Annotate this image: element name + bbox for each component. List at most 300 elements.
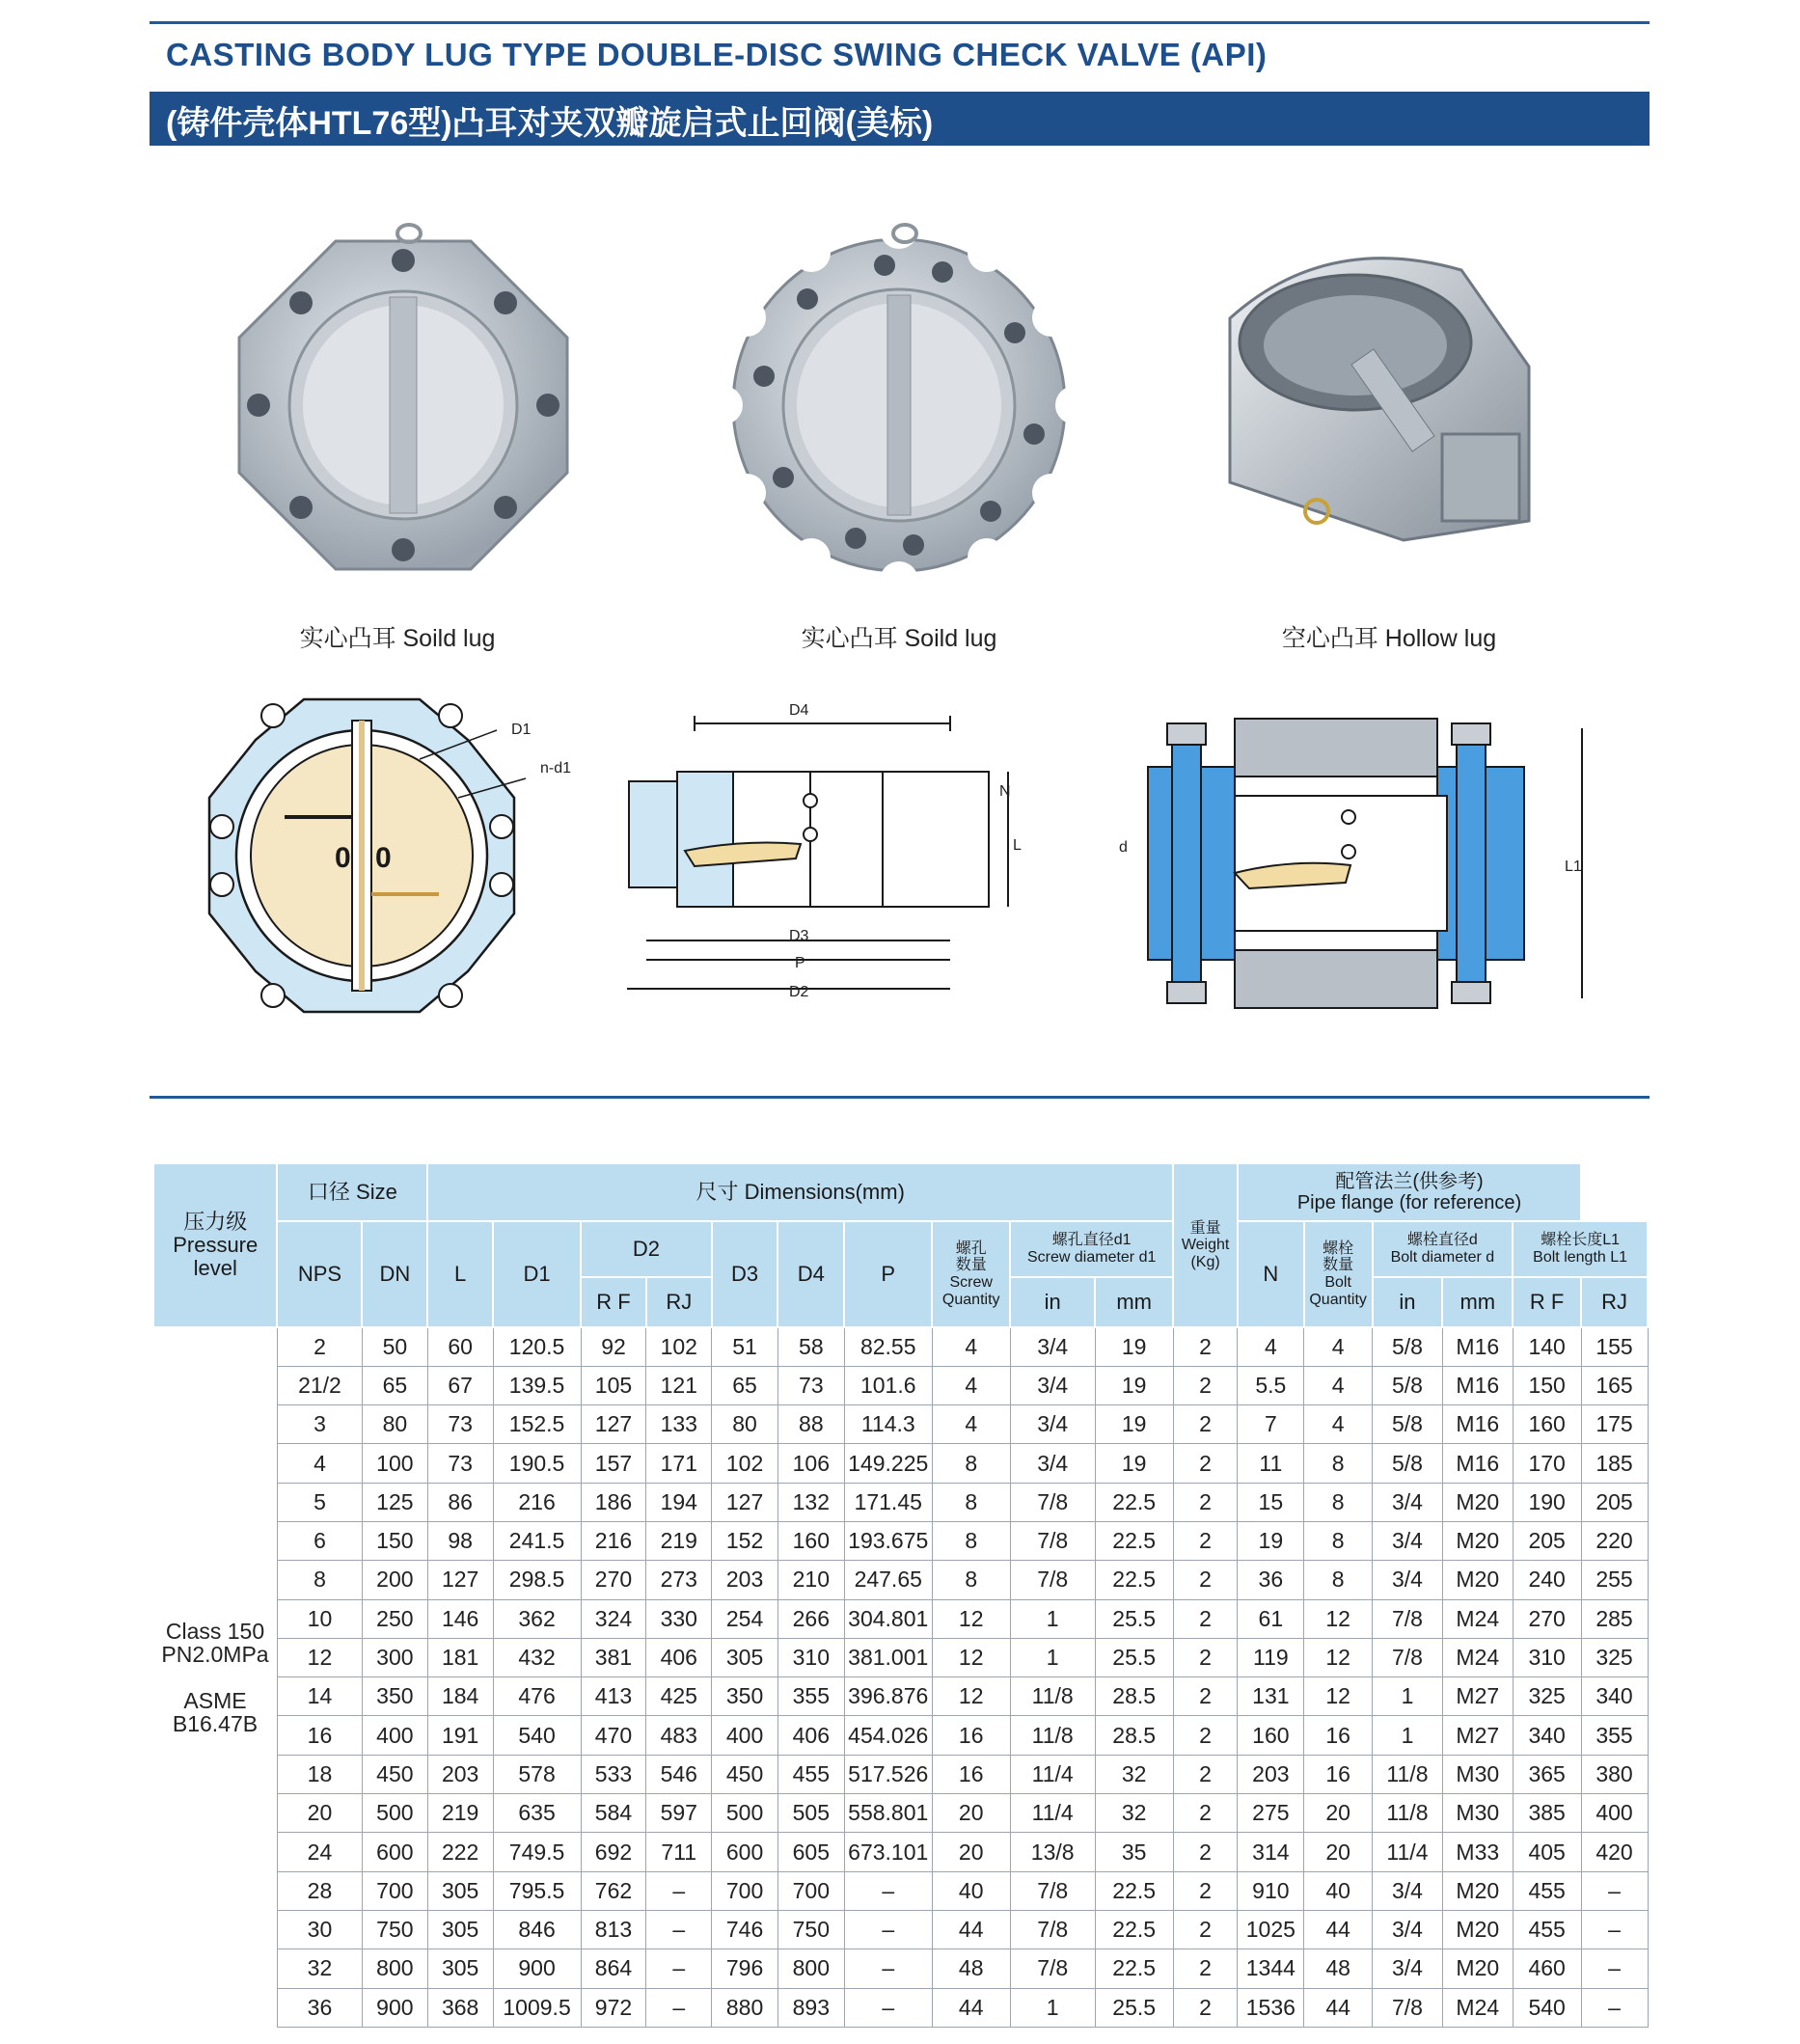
table-cell: 600	[362, 1833, 427, 1871]
label-l1: L1	[1565, 858, 1582, 875]
page-subtitle: (铸件壳体HTL76型)凸耳对夹双瓣旋启式止回阀(美标)	[166, 105, 934, 142]
table-cell: M16	[1442, 1444, 1513, 1483]
table-cell: 2	[1173, 1327, 1238, 1366]
table-cell: 2	[1173, 1599, 1238, 1638]
table-cell: 266	[777, 1599, 844, 1638]
table-cell: –	[1581, 1988, 1648, 2027]
table-cell: 10	[277, 1599, 362, 1638]
table-cell: 900	[362, 1988, 427, 2027]
table-cell: 305	[427, 1871, 493, 1910]
table-cell: 121	[646, 1366, 712, 1404]
table-cell: 15	[1238, 1483, 1304, 1521]
table-cell: 3/4	[1373, 1521, 1443, 1560]
table-row	[153, 1988, 1648, 2027]
table-cell: 517.526	[844, 1755, 932, 1793]
table-cell: 24	[277, 1833, 362, 1871]
table-cell: 146	[427, 1599, 493, 1638]
photo-hollow-lug	[1211, 232, 1577, 559]
table-cell: 12	[932, 1599, 1010, 1638]
th-dimensions: 尺寸 Dimensions(mm)	[427, 1163, 1173, 1221]
table-cell: 1	[1010, 1599, 1095, 1638]
table-cell: 584	[581, 1794, 646, 1833]
table-cell: 350	[712, 1677, 778, 1716]
table-cell: 2	[1173, 1833, 1238, 1871]
table-cell: 125	[362, 1483, 427, 1521]
table-cell: 12	[1304, 1599, 1373, 1638]
table-cell: 5	[277, 1483, 362, 1521]
table-cell: 210	[777, 1561, 844, 1599]
table-cell: 36	[277, 1988, 362, 2027]
table-cell: 120.5	[493, 1327, 581, 1366]
table-cell: –	[844, 1871, 932, 1910]
table-row	[153, 1833, 1648, 1871]
table-cell: 186	[581, 1483, 646, 1521]
table-cell: 578	[493, 1755, 581, 1793]
table-cell: 11/8	[1010, 1716, 1095, 1755]
table-cell: M30	[1442, 1755, 1513, 1793]
table-cell: 32	[1095, 1755, 1173, 1793]
photo-caption-1: 实心凸耳 Soild lug	[299, 625, 496, 652]
table-cell: 11	[1238, 1444, 1304, 1483]
th-bolt-in: in	[1373, 1277, 1443, 1327]
table-cell: 8	[1304, 1444, 1373, 1483]
table-cell: –	[646, 1910, 712, 1949]
table-cell: 80	[712, 1405, 778, 1444]
table-cell: 762	[581, 1871, 646, 1910]
table-cell: 181	[427, 1638, 493, 1676]
table-cell: 13/8	[1010, 1833, 1095, 1871]
table-cell: 476	[493, 1677, 581, 1716]
table-cell: 381	[581, 1638, 646, 1676]
table-cell: 7/8	[1010, 1561, 1095, 1599]
table-cell: 298.5	[493, 1561, 581, 1599]
table-cell: 19	[1238, 1521, 1304, 1560]
table-cell: 362	[493, 1599, 581, 1638]
th-d2-rf: R F	[581, 1277, 646, 1327]
table-cell: 546	[646, 1755, 712, 1793]
table-cell: 711	[646, 1833, 712, 1871]
table-cell: 692	[581, 1833, 646, 1871]
table-cell: 605	[777, 1833, 844, 1871]
table-cell: 155	[1581, 1327, 1648, 1366]
table-cell: 846	[493, 1910, 581, 1949]
table-cell: 254	[712, 1599, 778, 1638]
table-cell: 36	[1238, 1561, 1304, 1599]
table-cell: 7/8	[1010, 1483, 1095, 1521]
table-cell: 219	[427, 1794, 493, 1833]
table-cell: 1025	[1238, 1910, 1304, 1949]
table-cell: 381.001	[844, 1638, 932, 1676]
table-row	[153, 1677, 1648, 1716]
table-cell: 310	[777, 1638, 844, 1676]
table-cell: 2	[277, 1327, 362, 1366]
th-dn: DN	[362, 1221, 427, 1327]
table-cell: 8	[277, 1561, 362, 1599]
table-cell: 40	[932, 1871, 1010, 1910]
table-cell: 450	[712, 1755, 778, 1793]
table-cell: 505	[777, 1794, 844, 1833]
table-cell: 32	[277, 1949, 362, 1988]
table-row	[153, 1483, 1648, 1521]
label-p: P	[795, 955, 805, 971]
table-cell: 11/8	[1373, 1794, 1443, 1833]
table-cell: 432	[493, 1638, 581, 1676]
table-row	[153, 1327, 1648, 1366]
pressure-level-cell: Class 150 PN2.0MPa ASME B16.47B	[153, 1327, 277, 2027]
table-cell: 157	[581, 1444, 646, 1483]
table-cell: 219	[646, 1521, 712, 1560]
table-cell: 25.5	[1095, 1638, 1173, 1676]
table-cell: 20	[1304, 1794, 1373, 1833]
table-cell: 813	[581, 1910, 646, 1949]
table-cell: 7/8	[1010, 1949, 1095, 1988]
table-cell: 7/8	[1010, 1871, 1095, 1910]
table-cell: 750	[777, 1910, 844, 1949]
table-cell: M33	[1442, 1833, 1513, 1871]
th-d3: D3	[712, 1221, 778, 1327]
table-cell: M27	[1442, 1716, 1513, 1755]
table-cell: 16	[277, 1716, 362, 1755]
table-cell: M16	[1442, 1327, 1513, 1366]
th-d4: D4	[777, 1221, 844, 1327]
table-cell: 216	[581, 1521, 646, 1560]
table-cell: 270	[1513, 1599, 1581, 1638]
table-cell: 20	[932, 1794, 1010, 1833]
table-cell: 3/4	[1373, 1483, 1443, 1521]
table-cell: 150	[1513, 1366, 1581, 1404]
table-cell: 304.801	[844, 1599, 932, 1638]
table-cell: 6	[277, 1521, 362, 1560]
table-cell: 972	[581, 1988, 646, 2027]
table-cell: 2	[1173, 1871, 1238, 1910]
table-cell: 152	[712, 1521, 778, 1560]
table-cell: 21/2	[277, 1366, 362, 1404]
table-cell: 425	[646, 1677, 712, 1716]
table-cell: 73	[427, 1405, 493, 1444]
section-divider	[150, 1096, 1650, 1099]
table-cell: 194	[646, 1483, 712, 1521]
table-cell: 22.5	[1095, 1521, 1173, 1560]
table-cell: 3/4	[1010, 1327, 1095, 1366]
table-cell: 5.5	[1238, 1366, 1304, 1404]
table-cell: 205	[1513, 1521, 1581, 1560]
table-cell: 73	[427, 1444, 493, 1483]
table-cell: 131	[1238, 1677, 1304, 1716]
table-cell: 20	[277, 1794, 362, 1833]
table-cell: 8	[1304, 1521, 1373, 1560]
table-cell: –	[1581, 1949, 1648, 1988]
th-screw-mm: mm	[1095, 1277, 1173, 1327]
th-bolt-len: 螺栓长度L1 Bolt length L1	[1513, 1221, 1648, 1277]
table-cell: 910	[1238, 1871, 1304, 1910]
table-cell: 350	[362, 1677, 427, 1716]
table-cell: 673.101	[844, 1833, 932, 1871]
th-len-rj: RJ	[1581, 1277, 1648, 1327]
table-cell: 40	[1304, 1871, 1373, 1910]
table-cell: 191	[427, 1716, 493, 1755]
table-cell: 540	[1513, 1988, 1581, 2027]
th-weight: 重量 Weight (Kg)	[1173, 1163, 1238, 1327]
table-cell: 355	[777, 1677, 844, 1716]
table-cell: 175	[1581, 1405, 1648, 1444]
drawing-front-view	[198, 690, 545, 1022]
svg-text:0: 0	[335, 842, 351, 874]
label-d1: D1	[511, 722, 532, 738]
table-cell: –	[1581, 1871, 1648, 1910]
th-bolt-dia: 螺栓直径d Bolt diameter d	[1373, 1221, 1514, 1277]
table-cell: 140	[1513, 1327, 1581, 1366]
table-cell: 700	[712, 1871, 778, 1910]
th-pressure: 压力级 Pressure level	[153, 1163, 277, 1327]
table-cell: 2	[1173, 1561, 1238, 1599]
table-cell: 325	[1581, 1638, 1648, 1676]
table-cell: 82.55	[844, 1327, 932, 1366]
table-cell: 864	[581, 1949, 646, 1988]
table-cell: 324	[581, 1599, 646, 1638]
table-cell: 11/8	[1373, 1755, 1443, 1793]
table-cell: 800	[777, 1949, 844, 1988]
table-cell: 368	[427, 1988, 493, 2027]
drawing-assembly	[1129, 709, 1611, 1018]
table-cell: 44	[932, 1988, 1010, 2027]
table-cell: M20	[1442, 1483, 1513, 1521]
table-cell: 1	[1010, 1638, 1095, 1676]
spec-table	[152, 1162, 1649, 2028]
table-cell: 4	[932, 1405, 1010, 1444]
table-cell: 18	[277, 1755, 362, 1793]
table-cell: 1	[1373, 1677, 1443, 1716]
table-cell: –	[1581, 1910, 1648, 1949]
table-cell: 2	[1173, 1988, 1238, 2027]
table-cell: 73	[777, 1366, 844, 1404]
table-cell: 50	[362, 1327, 427, 1366]
table-cell: 273	[646, 1561, 712, 1599]
table-cell: 4	[1304, 1405, 1373, 1444]
table-cell: 396.876	[844, 1677, 932, 1716]
table-cell: 149.225	[844, 1444, 932, 1483]
table-cell: M20	[1442, 1871, 1513, 1910]
table-cell: 483	[646, 1716, 712, 1755]
table-cell: 455	[1513, 1910, 1581, 1949]
table-cell: 365	[1513, 1755, 1581, 1793]
table-cell: M20	[1442, 1910, 1513, 1949]
table-cell: 500	[712, 1794, 778, 1833]
table-cell: 98	[427, 1521, 493, 1560]
table-cell: 400	[712, 1716, 778, 1755]
table-cell: 533	[581, 1755, 646, 1793]
svg-text:0: 0	[375, 842, 392, 874]
table-cell: 100	[362, 1444, 427, 1483]
top-rule	[150, 21, 1650, 24]
table-cell: 2	[1173, 1638, 1238, 1676]
table-cell: 3/4	[1373, 1949, 1443, 1988]
table-cell: 48	[932, 1949, 1010, 1988]
table-cell: 88	[777, 1405, 844, 1444]
photo-solid-lug-2	[716, 217, 1082, 584]
table-cell: 400	[1581, 1794, 1648, 1833]
table-cell: 355	[1581, 1716, 1648, 1755]
table-cell: 2	[1173, 1521, 1238, 1560]
table-cell: 12	[1304, 1677, 1373, 1716]
table-cell: M24	[1442, 1638, 1513, 1676]
table-cell: 28	[277, 1871, 362, 1910]
table-cell: –	[844, 1988, 932, 2027]
table-cell: M30	[1442, 1794, 1513, 1833]
table-cell: M20	[1442, 1949, 1513, 1988]
label-d: d	[1119, 839, 1128, 856]
table-cell: 30	[277, 1910, 362, 1949]
label-d2: D2	[789, 984, 809, 1000]
table-cell: 44	[932, 1910, 1010, 1949]
table-cell: 48	[1304, 1949, 1373, 1988]
table-cell: 314	[1238, 1833, 1304, 1871]
table-cell: 22.5	[1095, 1871, 1173, 1910]
table-cell: 150	[362, 1521, 427, 1560]
table-cell: 165	[1581, 1366, 1648, 1404]
th-d1: D1	[493, 1221, 581, 1327]
table-cell: 8	[932, 1483, 1010, 1521]
table-cell: 8	[1304, 1483, 1373, 1521]
table-cell: M27	[1442, 1677, 1513, 1716]
th-screw-qty: 螺孔 数量 Screw Quantity	[932, 1221, 1010, 1327]
table-cell: 106	[777, 1444, 844, 1483]
table-cell: 127	[712, 1483, 778, 1521]
table-cell: 19	[1095, 1444, 1173, 1483]
table-cell: 5/8	[1373, 1366, 1443, 1404]
photo-caption-3: 空心凸耳 Hollow lug	[1281, 625, 1497, 652]
table-cell: 12	[277, 1638, 362, 1676]
table-cell: 305	[427, 1910, 493, 1949]
table-cell: 275	[1238, 1794, 1304, 1833]
table-cell: 405	[1513, 1833, 1581, 1871]
table-row	[153, 1599, 1648, 1638]
table-cell: 1	[1010, 1988, 1095, 2027]
table-cell: 600	[712, 1833, 778, 1871]
th-size: 口径 Size	[277, 1163, 427, 1221]
table-cell: 241.5	[493, 1521, 581, 1560]
table-cell: 60	[427, 1327, 493, 1366]
table-cell: 796	[712, 1949, 778, 1988]
table-cell: 32	[1095, 1794, 1173, 1833]
table-row	[153, 1871, 1648, 1910]
table-cell: 450	[362, 1755, 427, 1793]
table-cell: 3/4	[1373, 1561, 1443, 1599]
table-cell: 8	[932, 1521, 1010, 1560]
th-len-rf: R F	[1513, 1277, 1581, 1327]
table-cell: 900	[493, 1949, 581, 1988]
table-cell: 3/4	[1373, 1871, 1443, 1910]
table-cell: 2	[1173, 1910, 1238, 1949]
table-cell: 105	[581, 1366, 646, 1404]
table-cell: 22.5	[1095, 1561, 1173, 1599]
table-cell: 86	[427, 1483, 493, 1521]
table-cell: 454.026	[844, 1716, 932, 1755]
table-cell: 22.5	[1095, 1949, 1173, 1988]
table-cell: 7/8	[1373, 1638, 1443, 1676]
table-row	[153, 1794, 1648, 1833]
table-cell: 22.5	[1095, 1483, 1173, 1521]
table-cell: 139.5	[493, 1366, 581, 1404]
table-cell: 2	[1173, 1483, 1238, 1521]
table-cell: 5/8	[1373, 1405, 1443, 1444]
table-cell: 170	[1513, 1444, 1581, 1483]
table-row	[153, 1366, 1648, 1404]
table-cell: 185	[1581, 1444, 1648, 1483]
table-cell: 340	[1513, 1716, 1581, 1755]
table-cell: 455	[777, 1755, 844, 1793]
table-row	[153, 1910, 1648, 1949]
table-cell: 3	[277, 1405, 362, 1444]
table-cell: 3/4	[1010, 1444, 1095, 1483]
table-cell: 12	[1304, 1638, 1373, 1676]
table-cell: 500	[362, 1794, 427, 1833]
label-n-d1: n-d1	[540, 760, 572, 777]
table-cell: 2	[1173, 1444, 1238, 1483]
table-cell: 7/8	[1373, 1988, 1443, 2027]
table-cell: 16	[1304, 1755, 1373, 1793]
table-cell: 8	[932, 1444, 1010, 1483]
table-cell: 171.45	[844, 1483, 932, 1521]
table-cell: 5/8	[1373, 1444, 1443, 1483]
table-cell: M16	[1442, 1405, 1513, 1444]
table-cell: 203	[427, 1755, 493, 1793]
th-d2: D2	[581, 1221, 712, 1277]
table-cell: –	[646, 1988, 712, 2027]
table-cell: 11/4	[1010, 1794, 1095, 1833]
table-cell: 160	[1238, 1716, 1304, 1755]
table-cell: 222	[427, 1833, 493, 1871]
label-l: L	[1013, 837, 1022, 854]
table-cell: 19	[1095, 1405, 1173, 1444]
table-cell: –	[844, 1949, 932, 1988]
table-cell: 12	[932, 1677, 1010, 1716]
page-title: CASTING BODY LUG TYPE DOUBLE-DISC SWING CHECK VALVE (API)	[166, 37, 1268, 72]
table-cell: 102	[646, 1327, 712, 1366]
table-cell: 2	[1173, 1794, 1238, 1833]
table-cell: 160	[1513, 1405, 1581, 1444]
table-cell: 11/4	[1010, 1755, 1095, 1793]
table-cell: 270	[581, 1561, 646, 1599]
table-cell: 25.5	[1095, 1988, 1173, 2027]
table-cell: 11/8	[1010, 1677, 1095, 1716]
table-cell: 800	[362, 1949, 427, 1988]
table-cell: 101.6	[844, 1366, 932, 1404]
table-cell: 4	[1304, 1366, 1373, 1404]
table-cell: 2	[1173, 1677, 1238, 1716]
table-cell: 44	[1304, 1910, 1373, 1949]
table-cell: 44	[1304, 1988, 1373, 2027]
table-cell: 4	[932, 1366, 1010, 1404]
table-cell: 4	[1238, 1327, 1304, 1366]
photo-solid-lug-1	[220, 217, 586, 584]
photo-caption-2: 实心凸耳 Soild lug	[801, 625, 997, 652]
table-cell: –	[646, 1871, 712, 1910]
table-cell: 455	[1513, 1871, 1581, 1910]
table-cell: 330	[646, 1599, 712, 1638]
label-d3: D3	[789, 928, 809, 944]
spec-table-body	[153, 1327, 1648, 2027]
th-n: N	[1238, 1221, 1304, 1327]
th-nps: NPS	[277, 1221, 362, 1327]
table-cell: 1	[1373, 1716, 1443, 1755]
th-bolt-mm: mm	[1442, 1277, 1513, 1327]
table-cell: 749.5	[493, 1833, 581, 1871]
table-cell: 20	[932, 1833, 1010, 1871]
table-cell: 285	[1581, 1599, 1648, 1638]
table-cell: 470	[581, 1716, 646, 1755]
table-cell: 7	[1238, 1405, 1304, 1444]
table-cell: 61	[1238, 1599, 1304, 1638]
